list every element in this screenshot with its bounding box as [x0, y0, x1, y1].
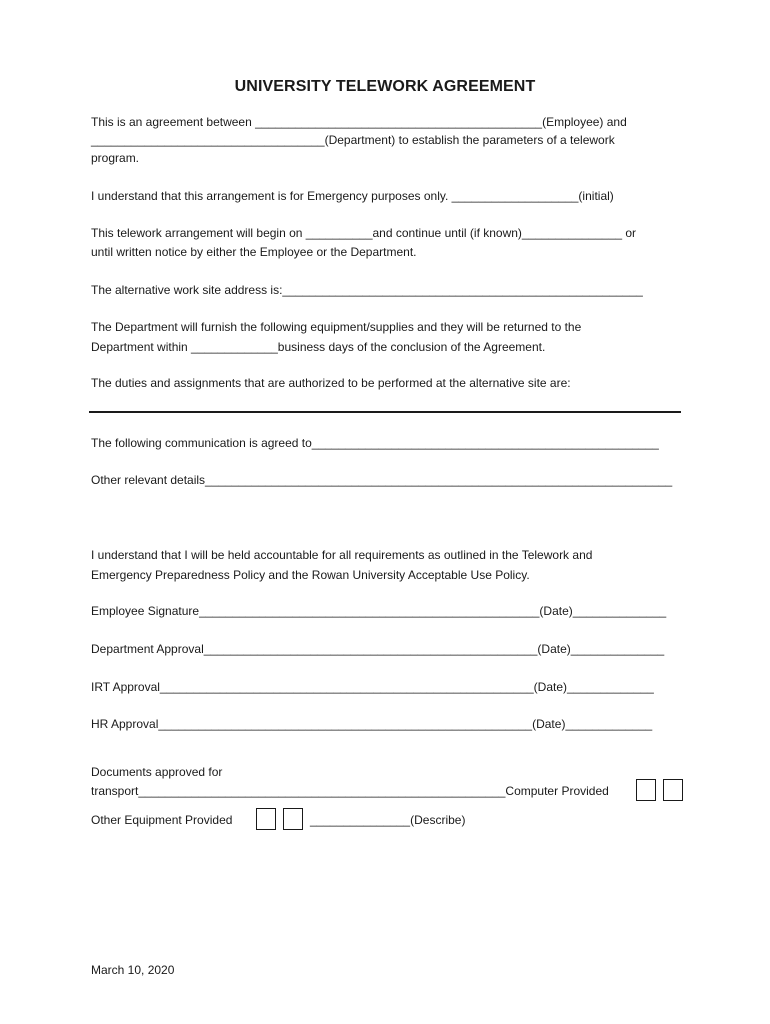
documents-approved-line-2: transport_______________________________________________________Computer Provided — [91, 784, 609, 798]
emergency-purpose-line: I understand that this arrangement is for Emergency purposes only. ___________________(initial) — [91, 189, 614, 203]
computer-provided-checkbox-2[interactable] — [663, 779, 683, 801]
agreement-parties-line-2: ___________________________________(Department) to establish the parameters of a telework — [91, 133, 615, 147]
employee-signature-line: Employee Signature___________________________________________________(Date)______________ — [91, 604, 667, 618]
agreement-parties-line-3: program. — [91, 151, 140, 165]
duties-rule — [89, 411, 681, 413]
arrangement-dates-line-2: until written notice by either the Employee or the Department. — [91, 245, 417, 259]
other-equipment-describe: _______________(Describe) — [310, 813, 466, 827]
equipment-line-2: Department within _____________business days of the conclusion of the Agreement. — [91, 340, 546, 354]
other-details-line: Other relevant details______________________________________________________________________ — [91, 473, 673, 487]
other-equipment-label: Other Equipment Provided — [91, 813, 233, 827]
hr-approval-line: HR Approval________________________________________________________(Date)_____________ — [91, 717, 653, 731]
irt-approval-line: IRT Approval________________________________________________________(Date)_____________ — [91, 680, 654, 694]
computer-provided-checkbox-1[interactable] — [636, 779, 656, 801]
equipment-line-1: The Department will furnish the following equipment/supplies and they will be returned to the — [91, 320, 582, 334]
communication-line: The following communication is agreed to____________________________________________________ — [91, 436, 659, 450]
document-title: UNIVERSITY TELEWORK AGREEMENT — [234, 78, 536, 95]
duties-line: The duties and assignments that are authorized to be performed at the alternative site are: — [91, 376, 571, 390]
work-site-address-line: The alternative work site address is:______________________________________________________ — [91, 283, 643, 297]
accountability-line-1: I understand that I will be held accountable for all requirements as outlined in the Telework and — [91, 548, 593, 562]
footer-date: March 10, 2020 — [91, 963, 175, 977]
department-approval-line: Department Approval__________________________________________________(Date)______________ — [91, 642, 665, 656]
accountability-line-2: Emergency Preparedness Policy and the Rowan University Acceptable Use Policy. — [91, 568, 530, 582]
documents-approved-line-1: Documents approved for — [91, 765, 223, 779]
arrangement-dates-line-1: This telework arrangement will begin on __________and continue until (if known)_______________ or — [91, 226, 637, 240]
other-equipment-checkbox-1[interactable] — [256, 808, 276, 830]
agreement-parties-line-1: This is an agreement between ___________________________________________(Employee) and — [91, 115, 627, 129]
other-equipment-checkbox-2[interactable] — [283, 808, 303, 830]
